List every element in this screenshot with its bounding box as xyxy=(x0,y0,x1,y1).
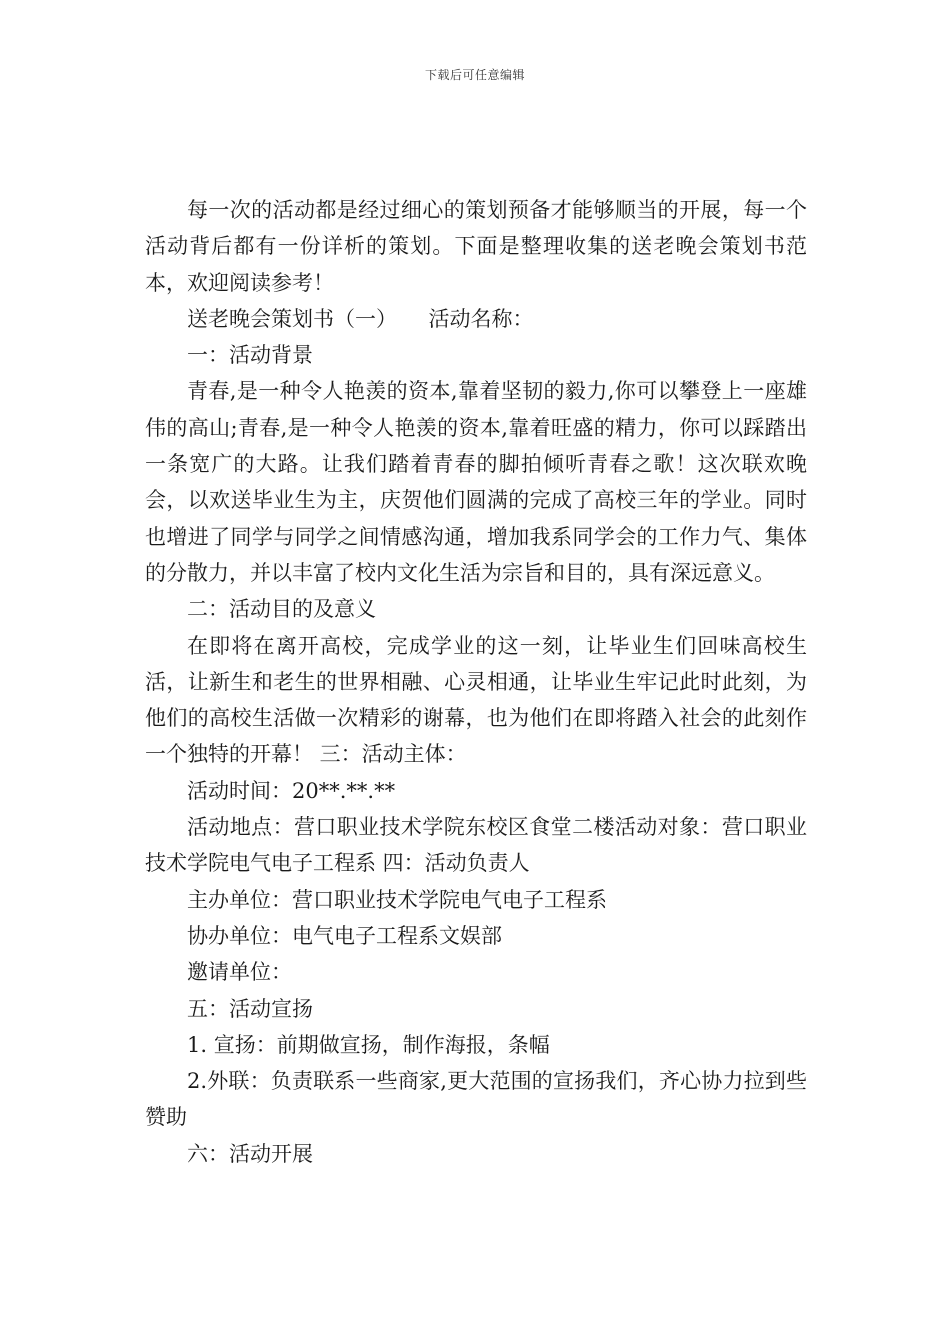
paragraph-time: 活动时间：20**.**.** xyxy=(187,778,396,803)
heading-publicity: 五：活动宣扬 xyxy=(187,996,313,1021)
heading-activity: 六：活动开展 xyxy=(187,1141,313,1166)
header-note: 下载后可任意编辑 xyxy=(424,68,525,82)
paragraph-purpose: 在即将在离开高校，完成学业的这一刻，让毕业生们回味高校生活，让新生和老生的世界相融、心灵相通，让毕业生牢记此时此刻，为他们的高校生活做一次精彩的谢幕，也为他们在即将踏入社会的此刻作一个独特的开幕！ 三：活动主体： xyxy=(145,633,807,767)
heading-purpose: 二：活动目的及意义 xyxy=(187,597,376,622)
paragraph-intro: 每一次的活动都是经过细心的策划预备才能够顺当的开展，每一个活动背后都有一份详析的策划。下面是整理收集的送老晚会策划书范本，欢迎阅读参考！ xyxy=(145,198,807,295)
paragraph-invited: 邀请单位： xyxy=(187,960,292,985)
paragraph-location: 活动地点：营口职业技术学院东校区食堂二楼活动对象：营口职业技术学院电气电子工程系 四：活动负责人 xyxy=(145,815,807,876)
paragraph-background: 青春,是一种令人艳羡的资本,靠着坚韧的毅力,你可以攀登上一座雄伟的高山;青春,是一种令人艳羡的资本,靠着旺盛的精力，你可以踩踏出一条宽广的大路。让我们踏着青春的脚拍倾听青春之歌！这次联欢晚会，以欢送毕业生为主，庆贺他们圆满的完成了高校三年的学业。同时也增进了同学与同学之间情感沟通，增加我系同学会的工作力气、集体的分散力，并以丰富了校内文化生活为宗旨和目的，具有深远意义。 xyxy=(145,379,807,585)
paragraph-plan-title: 送老晚会策划书（一） 活动名称： xyxy=(187,306,534,331)
paragraph-co-organizer: 协办单位：电气电子工程系文娱部 xyxy=(187,923,502,948)
paragraph-organizer: 主办单位：营口职业技术学院电气电子工程系 xyxy=(187,887,607,912)
paragraph-publicity-1: 1. 宣扬：前期做宣扬，制作海报，条幅 xyxy=(187,1032,550,1057)
document-body xyxy=(145,192,807,1172)
paragraph-publicity-2: 2.外联：负责联系一些商家,更大范围的宣扬我们，齐心协力拉到些赞助 xyxy=(145,1069,807,1130)
heading-background: 一：活动背景 xyxy=(187,343,313,368)
